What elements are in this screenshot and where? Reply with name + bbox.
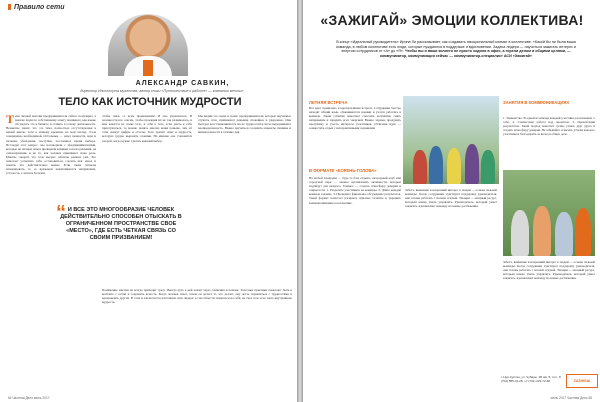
page-footer: 64 Частная Дело июль 2017	[8, 396, 50, 400]
article-headline: «ЗАЖИГАЙ» ЭМОЦИИ КОЛЛЕКТИВА!	[320, 12, 584, 28]
person	[465, 144, 479, 184]
drop-cap: Т	[6, 114, 15, 126]
section-heading-3: ЗАНЯТИЯ В КОММЮНИКАЦИЯХ	[503, 100, 570, 105]
right-column-2: Забота, внимание и искренний интерес к людям — основа сильной команды. Когда сотрудники чувствуют поддержку руководителя, они готовы работать с полной отдачей. Эмоции — мощный ресурс, которым важно уметь управлять. Руководитель, который умеет зажигать, вдохновляет команду на новые достижения.	[405, 188, 497, 209]
rubric-label: Правило сети	[14, 4, 65, 11]
person	[447, 148, 461, 184]
body-column-2: чтобы связь со всем проявлением! И она управлялась. В реальности все совсем, чтобы проекция их не так развивалась, и мне кажется на стыке тело, и себя в теле, если уметь к себе прислушаться, то можно понять многие вещи раньше, чем об этом скажут цифры и отчеты. Тело хранит опыт и мудрость, которую трудно выразить словами. Но именно она становится опорой, когда нужно сделать важный выбор.	[102, 114, 192, 143]
section-heading-1: ЛЕТНЯЯ ВСТРЕЧА	[309, 100, 348, 105]
team-photo-1	[403, 96, 499, 184]
right-column-3b: Забота, внимание и искренний интерес к людям — основа сильной команды. Когда сотрудники чувствуют поддержку руководителя, они готовы работать с полной отдачей. Эмоции — мощный ресурс, которым важно уметь управлять. Руководитель, который умеет зажигать, вдохновляет команду на новые достижения.	[503, 260, 595, 281]
author-role: директор Института мужества, автор книги «Путешествие к работе» — компании мечты»	[80, 89, 244, 93]
body-text-1: ема личной миссии предпринимателя сейчас популярна, а многие люди по собственному опыту понимают, как важно обсуждать это в бизнесе и ставить в основу деятельности. Немногие знают, что это тема, полностью отсутствующая в нашей школе, хотя к нашему времени, на мой взгляд, стала совершенно необходимой. Остальные — опыт, ценности, вера и сильные убеждения, поступки, постоянное время выбора. Исследуя этот вопрос, мы поговорили с предпринимателями, которые на личном опыте проверили влияние тела на решения, на самоощущение и на то, как человек принимает свою роль. Многие говорят, что тело выдает сигналы раньше ума. Это помогает услышать себя, остановиться, сделать шаг назад и понять, что действительно важно. Если такие сигналы игнорировать, то со временем накапливаются напряжение, усталость, а затем и болезни.	[6, 114, 96, 176]
portrait-shirt	[124, 56, 172, 76]
person	[413, 150, 427, 184]
right-column-1b: На любой площадке — будь то база отдыха, загородный клуб или городской парк — можно организовать активности, которые подойдут для каждого. Главное — создать атмосферу доверия и открытости. 1. Разделите участников на команды. 2. Дайте каждой команде задание. 3. Проведите финальное обсуждение результатов. Такой формат помогает раскрыть скрытые таланты и укрепить взаимопонимание в коллективе.	[309, 176, 401, 205]
rubric	[8, 4, 64, 11]
person	[575, 208, 591, 256]
person	[533, 206, 551, 256]
right-column-3: 1. Знакомство. В одной из команд каждый участник рассказывает о себе. 2. Совместная работа над проектом. 3. Презентация результатов. Такой подход помогает лучше узнать друг друга и создать атмосферу доверия. Не забывайте отмечать успехи каждого участника и благодарить за вклад в общее дело.	[503, 116, 595, 137]
quote-mark-icon: “	[56, 202, 66, 224]
lead-text: В конце «Идеальный руководитель» Ирина Ли рассказывает, как создавать эмоциональный климат в коллективе: «Какой бы ни была ваша команда, в любом коллективе есть люди, которые нуждаются в поддержке и вдохновении. Задача лидера — научиться зажигать интерес и энергию сотрудников от «А» до «Я».	[336, 40, 576, 54]
person	[555, 212, 573, 256]
person	[511, 210, 529, 256]
author-portrait	[108, 14, 188, 76]
body-bottom: Понимание миссии не всегда приходит сразу. Иногда путь к ней лежит через сомнения и поиски. Телесные практики помогают быть в контакте с собой и сохранять ясность. Когда человек знает, зачем он делает то, что делает, ему легче справляться с трудностями и вдохновлять других. В этом и заключается настоящая сила лидера: в способности опираться на себя, на свое тело и на свою внутреннюю мудрость.	[102, 288, 292, 305]
company-logo: ZAZHIGAI	[566, 374, 598, 388]
page-footer: июль 2017 Частная Дело 65	[550, 396, 592, 400]
left-page	[0, 0, 297, 402]
pull-quote	[56, 202, 182, 283]
team-photo-2	[503, 170, 595, 256]
article-lead	[331, 40, 581, 92]
section-heading-2: В ФОРМАТЕ «КОРЕНЬ-ГОЛОВА»	[309, 168, 377, 173]
right-column-1: Все идет правильно и корпоративная встреча. Сотрудники быстро находят общий язык, обмениваются идеями и учатся работать в команде. Такие события помогают сплотить коллектив, снять напряжение и зарядить всех энергией. Важно заранее продумать программу и учесть интересы участников. Отличная идея — совместить отдых с интерактивными заданиями.	[309, 106, 401, 131]
lead-bold: Чтобы вы и ваши коллеги не просто ходили в офис, а горели делом и общими целями, — коммуникатор, коммуникация сейчас — коммуникатор-специалист АСИ «Зажигай»	[380, 49, 571, 58]
contact-address: г. Нур-Султан, ул. Чубары, 28 оф. 5, тел.: 8 (702) 555-41-28, +7 (701) 223-72-48	[501, 375, 561, 383]
rubric-marker	[8, 4, 11, 10]
person	[429, 146, 443, 184]
body-column-3: Мы видим это снова и снова: предприниматели, которые научились слушать тело, принимают решения спокойнее и увереннее. Они быстрее восстанавливаются после трудностей и легче выдерживают неопределенность. Важно научиться создавать моменты тишины и внимательности в течение дня.	[198, 114, 291, 135]
article-headline: ТЕЛО КАК ИСТОЧНИК МУДРОСТИ	[58, 96, 242, 108]
person	[481, 150, 495, 184]
author-name: АЛЕКСАНДР САВКИН,	[135, 80, 230, 87]
right-page	[303, 0, 600, 402]
pull-quote-text: И ВСЕ ЭТО МНОГООБРАЗИЕ ЧЕЛОВЕК ДЕЙСТВИТЕЛЬНО СПОСОБЕН ОТЫСКАТЬ В ОГРАНИЧЕННОМ ПРОСТРАНСТВЕ СВОЕ «МЕСТО», ГДЕ ЕСТЬ ЧЕТКАЯ СВЯЗЬ СО СВОИМ ПРИЗВАНИЕМ!	[60, 207, 182, 241]
